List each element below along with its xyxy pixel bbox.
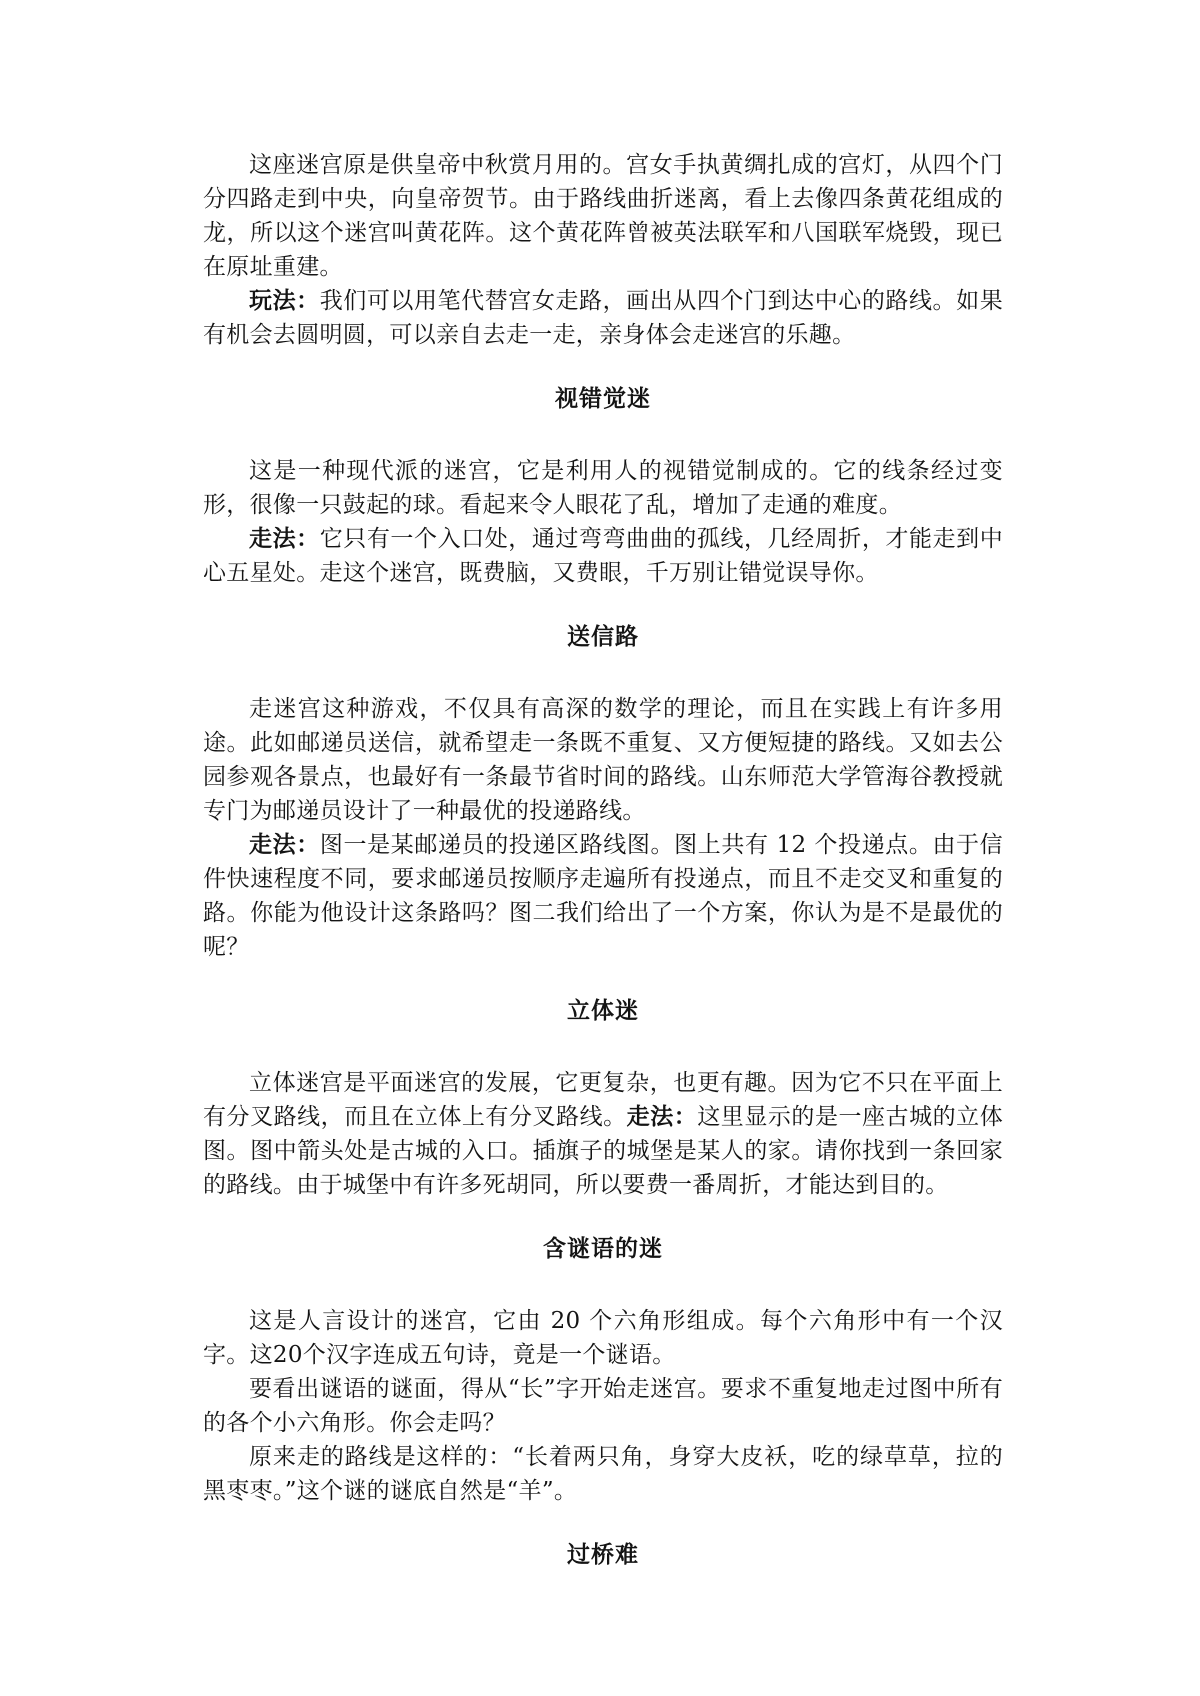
paragraph-lead: 走法： — [249, 526, 320, 552]
paragraph — [203, 1372, 1003, 1440]
paragraph — [203, 454, 1003, 522]
paragraph-text: 它只有一个入口处，通过弯弯曲曲的孤线，几经周折，才能走到中心五星处。走这个迷宫，既费脑，又费眼，千万别让错觉误导你。 — [203, 526, 1003, 586]
paragraph — [203, 1304, 1003, 1372]
paragraph-text: 我们可以用笔代替宫女走路，画出从四个门到达中心的路线。如果有机会去圆明圆，可以亲自去走一走，亲身体会走迷宫的乐趣。 — [203, 288, 1003, 348]
paragraph-lead: 走法： — [626, 1104, 698, 1130]
paragraph-text: 这里显示的是一座古城的立体图。图中箭头处是古城的入口。插旗子的城堡是某人的家。请你找到一条回家的路线。由于城堡中有许多死胡同，所以要费一番周折，才能达到目的。 — [203, 1104, 1003, 1198]
paragraph-text: 这是人言设计的迷宫，它由 20 个六角形组成。每个六角形中有一个汉字。这20个汉字连成五句诗，竟是一个谜语。 — [203, 1308, 1003, 1368]
paragraph — [203, 284, 1003, 352]
section-heading: 送信路 — [567, 624, 639, 650]
paragraph-text: 要看出谜语的谜面，得从“长”字开始走迷宫。要求不重复地走过图中所有的各个小六角形。你会走吗？ — [203, 1376, 1003, 1436]
paragraph-lead: 走法： — [249, 832, 320, 858]
paragraph — [203, 1440, 1003, 1508]
section-heading: 含谜语的迷 — [543, 1236, 663, 1262]
paragraph-text: 这是一种现代派的迷宫，它是利用人的视错觉制成的。它的线条经过变形，很像一只鼓起的球。看起来令人眼花了乱，增加了走通的难度。 — [203, 458, 1003, 518]
paragraph — [203, 148, 1003, 284]
section-heading: 立体迷 — [567, 998, 639, 1024]
paragraph-text: 走迷宫这种游戏，不仅具有高深的数学的理论，而且在实践上有许多用途。此如邮递员送信，就希望走一条既不重复、又方便短捷的路线。又如去公园参观各景点，也最好有一条最节省时间的路线。山东师范大学管海谷教授就专门为邮递员设计了一种最优的投递路线。 — [203, 696, 1003, 824]
paragraph-text: 这座迷宫原是供皇帝中秋赏月用的。宫女手执黄绸扎成的宫灯，从四个门分四路走到中央，向皇帝贺节。由于路线曲折迷离，看上去像四条黄花组成的龙，所以这个迷宫叫黄花阵。这个黄花阵曾被英法联军和八国联军烧毁，现已在原址重建。 — [203, 152, 1003, 280]
paragraph — [203, 828, 1003, 964]
paragraph-text: 图一是某邮递员的投递区路线图。图上共有 12 个投递点。由于信件快速程度不同，要求邮递员按顺序走遍所有投递点，而且不走交叉和重复的路。你能为他设计这条路吗？图二我们给出了一个方案，你认为是不是最优的呢？ — [203, 832, 1003, 960]
paragraph-lead: 玩法： — [249, 288, 320, 314]
paragraph — [203, 692, 1003, 828]
section-heading: 过桥难 — [567, 1542, 639, 1568]
paragraph-text: 原来走的路线是这样的：“长着两只角，身穿大皮袄，吃的绿草草，拉的黑枣枣。”这个谜的谜底自然是“羊”。 — [203, 1444, 1003, 1504]
paragraph — [203, 1066, 1003, 1202]
paragraph — [203, 522, 1003, 590]
document-page — [203, 148, 1003, 1572]
paragraph-text: 立体迷宫是平面迷宫的发展，它更复杂，也更有趣。因为它不只在平面上有分叉路线，而且在立体上有分叉路线。 — [203, 1070, 1003, 1130]
section-heading: 视错觉迷 — [555, 386, 651, 412]
